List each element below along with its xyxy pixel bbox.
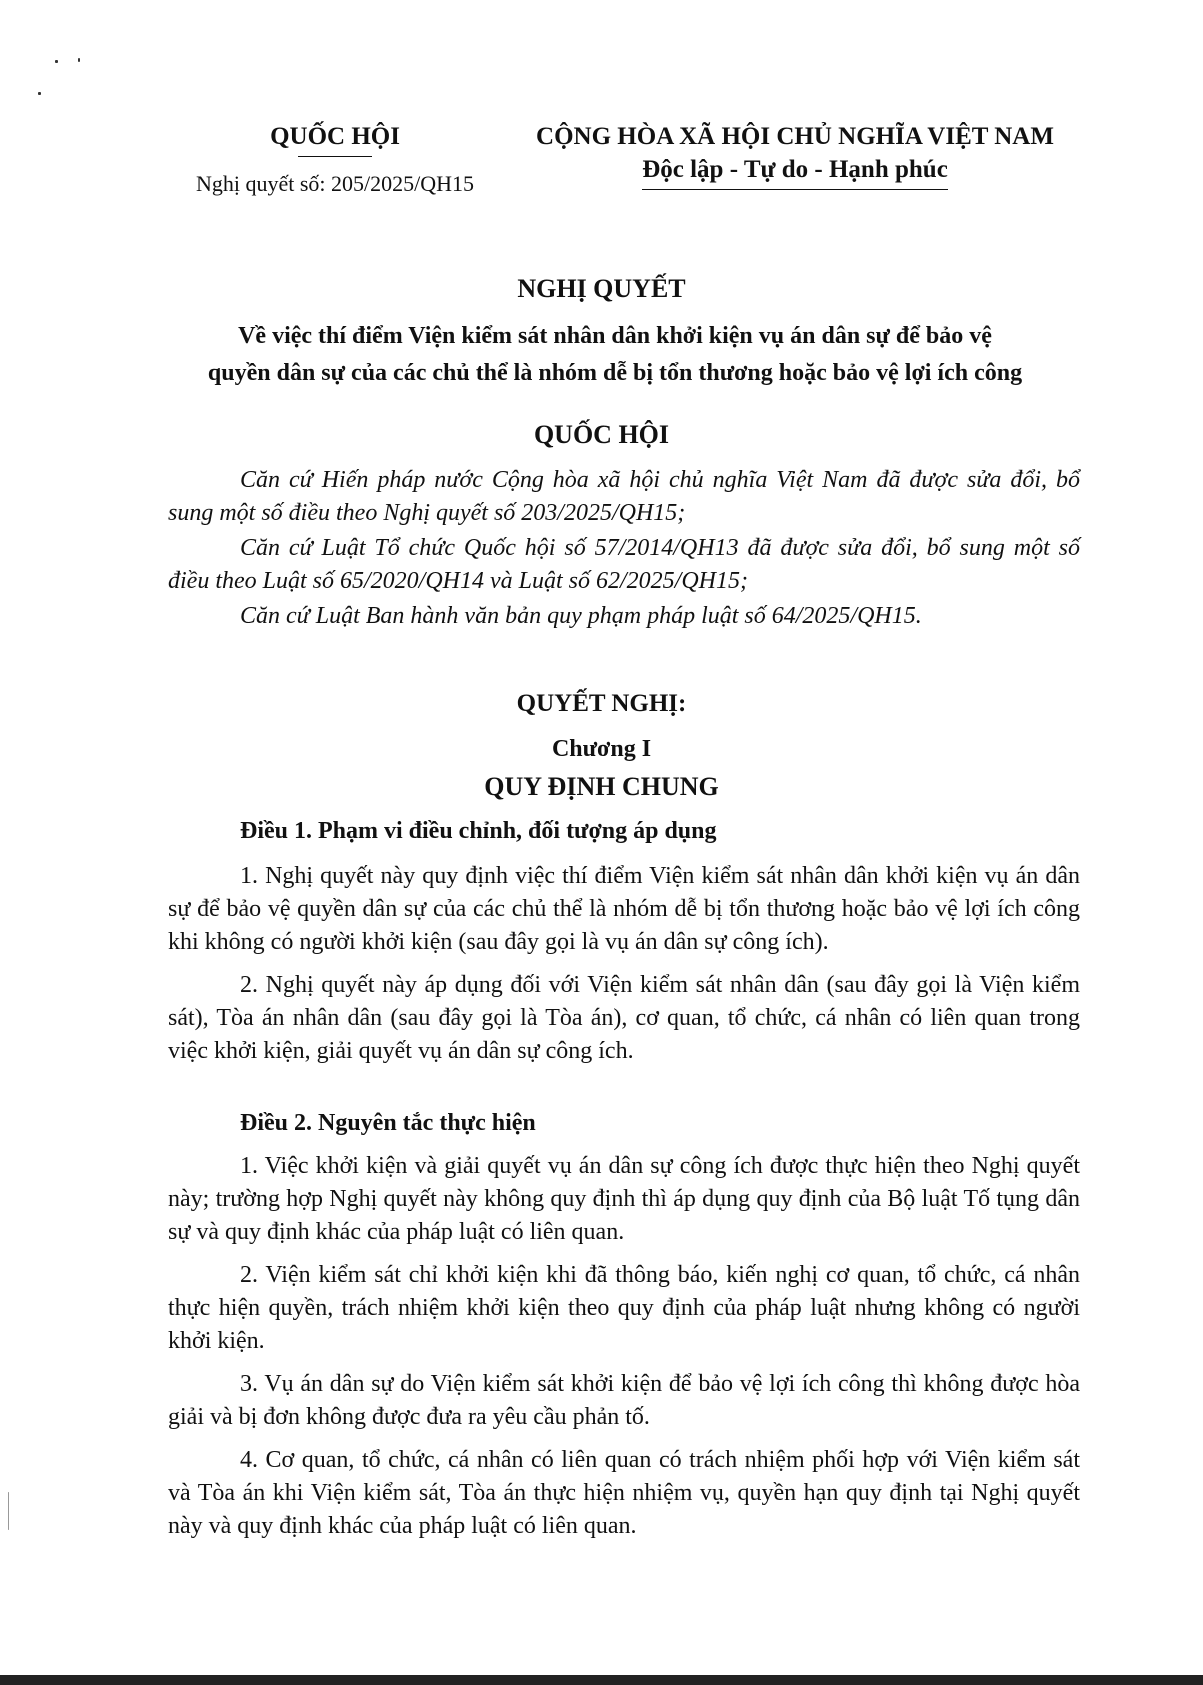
scan-speck: [55, 60, 58, 63]
basis-paragraph: Căn cứ Luật Ban hành văn bản quy phạm pháp luật số 64/2025/QH15.: [240, 603, 922, 629]
article-paragraph: 1. Nghị quyết này quy định việc thí điểm Viện kiểm sát nhân dân khởi kiện vụ án dân sự để bảo vệ quyền dân sự của các chủ thể là nhóm dễ bị tổn thương hoặc bảo vệ lợi ích công khi không có người khởi kiện (sau đây gọi là vụ án dân sự công ích).: [168, 863, 1080, 955]
article-2-heading: Điều 2. Nguyên tắc thực hiện: [240, 1110, 536, 1136]
article-paragraph: 2. Nghị quyết này áp dụng đối với Viện kiểm sát nhân dân (sau đây gọi là Viện kiểm sát), Tòa án nhân dân (sau đây gọi là Tòa án), cơ quan, tổ chức, cá nhân có liên quan trong việc khởi kiện, giải quyết vụ án dân sự công ích.: [168, 972, 1080, 1064]
issuing-organization: QUỐC HỘI: [270, 123, 400, 150]
article-paragraph: 1. Việc khởi kiện và giải quyết vụ án dân sự công ích được thực hiện theo Nghị quyết này; trường hợp Nghị quyết này không quy định thì áp dụng quy định của Bộ luật Tố tụng dân sự và quy định khác của pháp luật có liên quan.: [168, 1153, 1080, 1245]
scan-speck: [38, 92, 41, 95]
scan-speck: [8, 1492, 9, 1530]
article-paragraph: 3. Vụ án dân sự do Viện kiểm sát khởi kiện để bảo vệ lợi ích công thì không được hòa giải và bị đơn không được đưa ra yêu cầu phản tố.: [168, 1371, 1080, 1430]
organization-underline: [298, 156, 372, 157]
header-right: [535, 120, 1055, 190]
header-left: [180, 120, 490, 199]
legal-basis: [168, 464, 1080, 635]
national-motto: Độc lập - Tự do - Hạnh phúc: [642, 154, 948, 190]
issuer-heading: QUỐC HỘI: [533, 420, 670, 449]
article-1-heading: Điều 1. Phạm vi điều chỉnh, đối tượng áp dụng: [240, 818, 717, 844]
scan-bottom-edge: [0, 1675, 1203, 1685]
article-2-body: [168, 1150, 1080, 1553]
article-1-body: [168, 860, 1080, 1078]
basis-paragraph: Căn cứ Luật Tổ chức Quốc hội số 57/2014/QH13 đã được sửa đổi, bổ sung một số điều theo Luật số 65/2020/QH14 và Luật số 62/2025/QH15;: [168, 535, 1080, 594]
scan-speck: [78, 58, 80, 62]
document-subject: [150, 318, 1080, 392]
chapter-number: Chương I: [551, 736, 652, 762]
article-paragraph: 2. Viện kiểm sát chỉ khởi kiện khi đã thông báo, kiến nghị cơ quan, tổ chức, cá nhân thực hiện quyền, trách nhiệm khởi kiện theo quy định của pháp luật nhưng không có người khởi kiện.: [168, 1262, 1080, 1354]
chapter-title: QUY ĐỊNH CHUNG: [484, 772, 719, 801]
decision-heading: QUYẾT NGHỊ:: [516, 690, 687, 717]
document-type: NGHỊ QUYẾT: [517, 274, 686, 303]
article-paragraph: 4. Cơ quan, tổ chức, cá nhân có liên quan có trách nhiệm phối hợp với Viện kiểm sát và Tòa án khi Viện kiểm sát, Tòa án thực hiện nhiệm vụ, quyền hạn quy định tại Nghị quyết này và quy định khác của pháp luật có liên quan.: [168, 1447, 1080, 1539]
resolution-number: Nghị quyết số: 205/2025/QH15: [195, 171, 475, 196]
subject-line-2: quyền dân sự của các chủ thể là nhóm dễ bị tổn thương hoặc bảo vệ lợi ích công: [207, 360, 1023, 386]
country-name: CỘNG HÒA XÃ HỘI CHỦ NGHĨA VIỆT NAM: [536, 123, 1054, 150]
subject-line-1: Về việc thí điểm Viện kiểm sát nhân dân khởi kiện vụ án dân sự để bảo vệ: [238, 323, 992, 349]
basis-paragraph: Căn cứ Hiến pháp nước Cộng hòa xã hội chủ nghĩa Việt Nam đã được sửa đổi, bổ sung một số điều theo Nghị quyết số 203/2025/QH15;: [168, 467, 1080, 526]
